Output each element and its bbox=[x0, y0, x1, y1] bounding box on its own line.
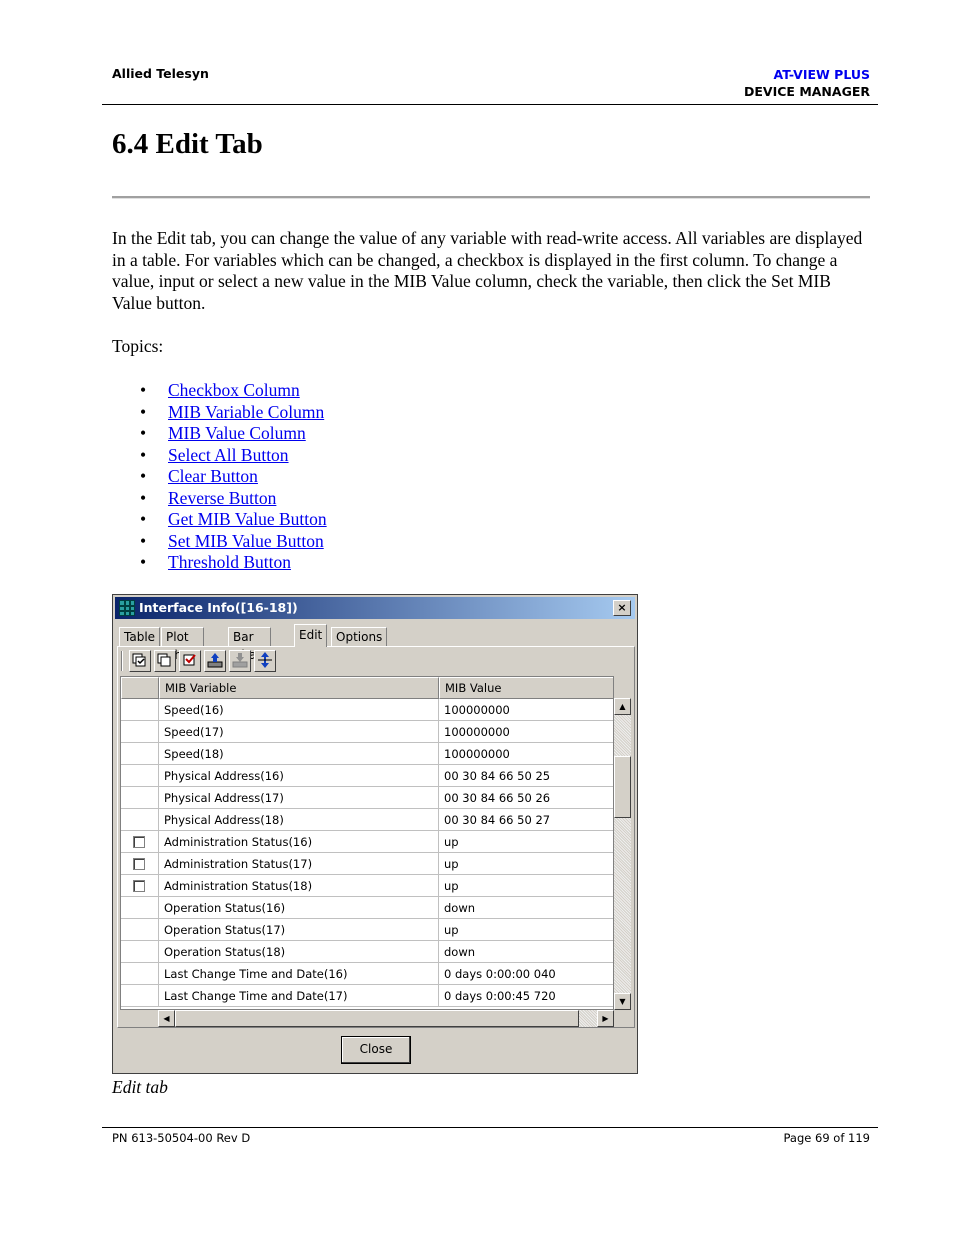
clear-icon[interactable] bbox=[154, 650, 176, 672]
horizontal-scrollbar[interactable] bbox=[158, 1010, 614, 1027]
table-row[interactable] bbox=[121, 765, 614, 787]
topic-item bbox=[112, 509, 327, 531]
checkbox-cell[interactable] bbox=[121, 831, 159, 853]
footer-rule bbox=[102, 1127, 878, 1128]
mib-value-cell[interactable]: 0 days 0:00:45 720 bbox=[439, 985, 614, 1007]
bullet-icon: • bbox=[140, 552, 147, 572]
figure-caption: Edit tab bbox=[112, 1077, 168, 1097]
section-title: 6.4 Edit Tab bbox=[112, 128, 263, 160]
mib-variable-cell: Operation Status(17) bbox=[159, 919, 439, 941]
mib-variable-cell: Operation Status(18) bbox=[159, 941, 439, 963]
table-row[interactable] bbox=[121, 919, 614, 941]
mib-table bbox=[120, 676, 614, 1010]
header-product: AT-VIEW PLUS bbox=[773, 67, 870, 82]
title-divider bbox=[112, 196, 870, 199]
checkbox-cell[interactable] bbox=[121, 853, 159, 875]
table-row[interactable] bbox=[121, 875, 614, 897]
topics-list bbox=[112, 380, 327, 574]
grid-app-icon bbox=[119, 600, 135, 616]
header-company: Allied Telesyn bbox=[112, 66, 209, 81]
mib-variable-cell: Physical Address(16) bbox=[159, 765, 439, 787]
checkbox-cell bbox=[121, 743, 159, 765]
checkbox-cell bbox=[121, 963, 159, 985]
intro-paragraph: In the Edit tab, you can change the value of any variable with read-write access. All variables are displayed in a table. For variables which can be changed, a checkbox is displayed in the first column. To change a value, input or select a new value in the MIB Value column, check the variable, then click the Set MIB Value button. bbox=[112, 228, 863, 313]
scroll-down-icon[interactable]: ▼ bbox=[614, 993, 631, 1010]
dialog-titlebar[interactable] bbox=[115, 597, 635, 619]
column-header-checkbox[interactable] bbox=[121, 677, 159, 699]
close-button[interactable]: Close bbox=[341, 1036, 411, 1064]
bullet-icon: • bbox=[140, 380, 147, 400]
checkbox-cell bbox=[121, 985, 159, 1007]
table-row[interactable] bbox=[121, 985, 614, 1007]
checkbox-cell bbox=[121, 699, 159, 721]
checkbox-cell bbox=[121, 765, 159, 787]
topic-link-mib-value-column[interactable]: MIB Value Column bbox=[168, 423, 306, 443]
topic-link-reverse-button[interactable]: Reverse Button bbox=[168, 487, 277, 508]
mib-value-cell[interactable]: 00 30 84 66 50 26 bbox=[439, 787, 614, 809]
mib-variable-cell: Operation Status(16) bbox=[159, 897, 439, 919]
mib-variable-cell: Physical Address(17) bbox=[159, 787, 439, 809]
dialog-title: Interface Info([16-18]) bbox=[139, 600, 298, 615]
mib-variable-cell: Speed(18) bbox=[159, 743, 439, 765]
topic-link-threshold-button[interactable]: Threshold Button bbox=[168, 552, 291, 572]
toolbar-separator bbox=[121, 651, 123, 671]
topic-link-clear-button[interactable]: Clear Button bbox=[168, 466, 258, 486]
get-mib-value-icon[interactable] bbox=[204, 650, 226, 672]
checkbox-cell bbox=[121, 787, 159, 809]
select-all-icon[interactable] bbox=[129, 650, 151, 672]
table-row[interactable] bbox=[121, 831, 614, 853]
footer-part-number: PN 613-50504-00 Rev D bbox=[112, 1131, 251, 1145]
topic-link-get-mib-value-button[interactable]: Get MIB Value Button bbox=[168, 509, 327, 529]
tab-table[interactable]: Table bbox=[119, 627, 160, 647]
topic-item bbox=[112, 531, 327, 553]
table-row[interactable] bbox=[121, 787, 614, 809]
table-row[interactable] bbox=[121, 963, 614, 985]
mib-variable-cell: Administration Status(17) bbox=[159, 853, 439, 875]
scroll-left-icon[interactable]: ◀ bbox=[158, 1010, 175, 1027]
bullet-icon: • bbox=[140, 487, 147, 508]
mib-value-cell[interactable]: 100000000 bbox=[439, 699, 614, 721]
topic-item bbox=[112, 445, 327, 467]
scroll-up-icon[interactable]: ▲ bbox=[614, 698, 631, 715]
vertical-scrollbar[interactable] bbox=[614, 698, 631, 1010]
topic-link-set-mib-value-button[interactable]: Set MIB Value Button bbox=[168, 530, 324, 551]
header-subtitle: DEVICE MANAGER bbox=[744, 84, 870, 99]
mib-value-cell[interactable]: 100000000 bbox=[439, 721, 614, 743]
set-mib-value-icon[interactable] bbox=[229, 650, 251, 672]
mib-variable-cell: Speed(16) bbox=[159, 699, 439, 721]
scroll-thumb-horizontal[interactable] bbox=[175, 1010, 579, 1027]
topic-item bbox=[112, 402, 327, 424]
tab-bar-chart[interactable]: Bar bbox=[228, 627, 271, 647]
mib-variable-cell: Administration Status(16) bbox=[159, 831, 439, 853]
mib-variable-cell: Speed(17) bbox=[159, 721, 439, 743]
tab-options[interactable]: Options bbox=[331, 627, 387, 647]
column-header-mib-value[interactable]: MIB Value bbox=[439, 677, 614, 699]
table-row[interactable] bbox=[121, 699, 614, 721]
row-checkbox[interactable] bbox=[133, 836, 145, 848]
header-rule bbox=[102, 104, 878, 105]
mib-value-cell[interactable]: 00 30 84 66 50 25 bbox=[439, 765, 614, 787]
mib-value-cell[interactable]: 00 30 84 66 50 27 bbox=[439, 809, 614, 831]
mib-value-cell[interactable]: 0 days 0:00:00 040 bbox=[439, 963, 614, 985]
checkbox-cell[interactable] bbox=[121, 875, 159, 897]
mib-value-cell[interactable]: up bbox=[439, 831, 614, 853]
mib-value-cell[interactable]: down bbox=[439, 897, 614, 919]
mib-value-cell[interactable]: up bbox=[439, 875, 614, 897]
mib-variable-cell: Physical Address(18) bbox=[159, 809, 439, 831]
topic-item bbox=[112, 488, 327, 510]
row-checkbox[interactable] bbox=[133, 858, 145, 870]
interface-info-dialog bbox=[112, 594, 638, 1074]
checkbox-cell bbox=[121, 809, 159, 831]
row-checkbox[interactable] bbox=[133, 880, 145, 892]
close-icon[interactable]: × bbox=[613, 600, 631, 616]
mib-variable-cell: Last Change Time and Date(16) bbox=[159, 963, 439, 985]
mib-variable-cell: Last Change Time and Date(17) bbox=[159, 985, 439, 1007]
threshold-icon[interactable] bbox=[254, 650, 276, 672]
table-row[interactable] bbox=[121, 853, 614, 875]
topic-item bbox=[112, 423, 327, 445]
topic-item bbox=[112, 466, 327, 488]
topics-label: Topics: bbox=[112, 336, 164, 356]
topic-item bbox=[112, 552, 327, 574]
bullet-icon: • bbox=[140, 466, 147, 486]
bullet-icon: • bbox=[140, 509, 147, 529]
bullet-icon: • bbox=[140, 444, 147, 465]
bullet-icon: • bbox=[140, 423, 147, 443]
tab-edit[interactable]: Edit bbox=[294, 624, 327, 647]
bullet-icon: • bbox=[140, 530, 147, 551]
topic-item bbox=[112, 380, 327, 402]
table-row[interactable] bbox=[121, 897, 614, 919]
checkbox-cell bbox=[121, 919, 159, 941]
header-product-block bbox=[744, 66, 870, 100]
mib-value-cell[interactable]: up bbox=[439, 919, 614, 941]
topic-link-mib-variable-column[interactable]: MIB Variable Column bbox=[168, 401, 325, 422]
table-row[interactable] bbox=[121, 743, 614, 765]
checkbox-cell bbox=[121, 721, 159, 743]
checkbox-cell bbox=[121, 941, 159, 963]
tab-plot-chart[interactable]: Plot bbox=[161, 627, 204, 647]
table-row[interactable] bbox=[121, 809, 614, 831]
bullet-icon: • bbox=[140, 401, 147, 422]
scroll-thumb[interactable] bbox=[614, 756, 631, 818]
column-header-mib-variable[interactable]: MIB Variable bbox=[159, 677, 439, 699]
topic-link-select-all-button[interactable]: Select All Button bbox=[168, 444, 289, 465]
table-row[interactable] bbox=[121, 721, 614, 743]
checkbox-cell bbox=[121, 897, 159, 919]
mib-value-cell[interactable]: 100000000 bbox=[439, 743, 614, 765]
mib-value-cell[interactable]: up bbox=[439, 853, 614, 875]
table-row[interactable] bbox=[121, 941, 614, 963]
mib-value-cell[interactable]: down bbox=[439, 941, 614, 963]
footer-page-number: Page 69 of 119 bbox=[783, 1131, 870, 1145]
mib-variable-cell: Administration Status(18) bbox=[159, 875, 439, 897]
table-header bbox=[121, 677, 614, 699]
reverse-icon[interactable] bbox=[179, 650, 201, 672]
scroll-right-icon[interactable]: ▶ bbox=[597, 1010, 614, 1027]
topic-link-checkbox-column[interactable]: Checkbox Column bbox=[168, 380, 300, 400]
